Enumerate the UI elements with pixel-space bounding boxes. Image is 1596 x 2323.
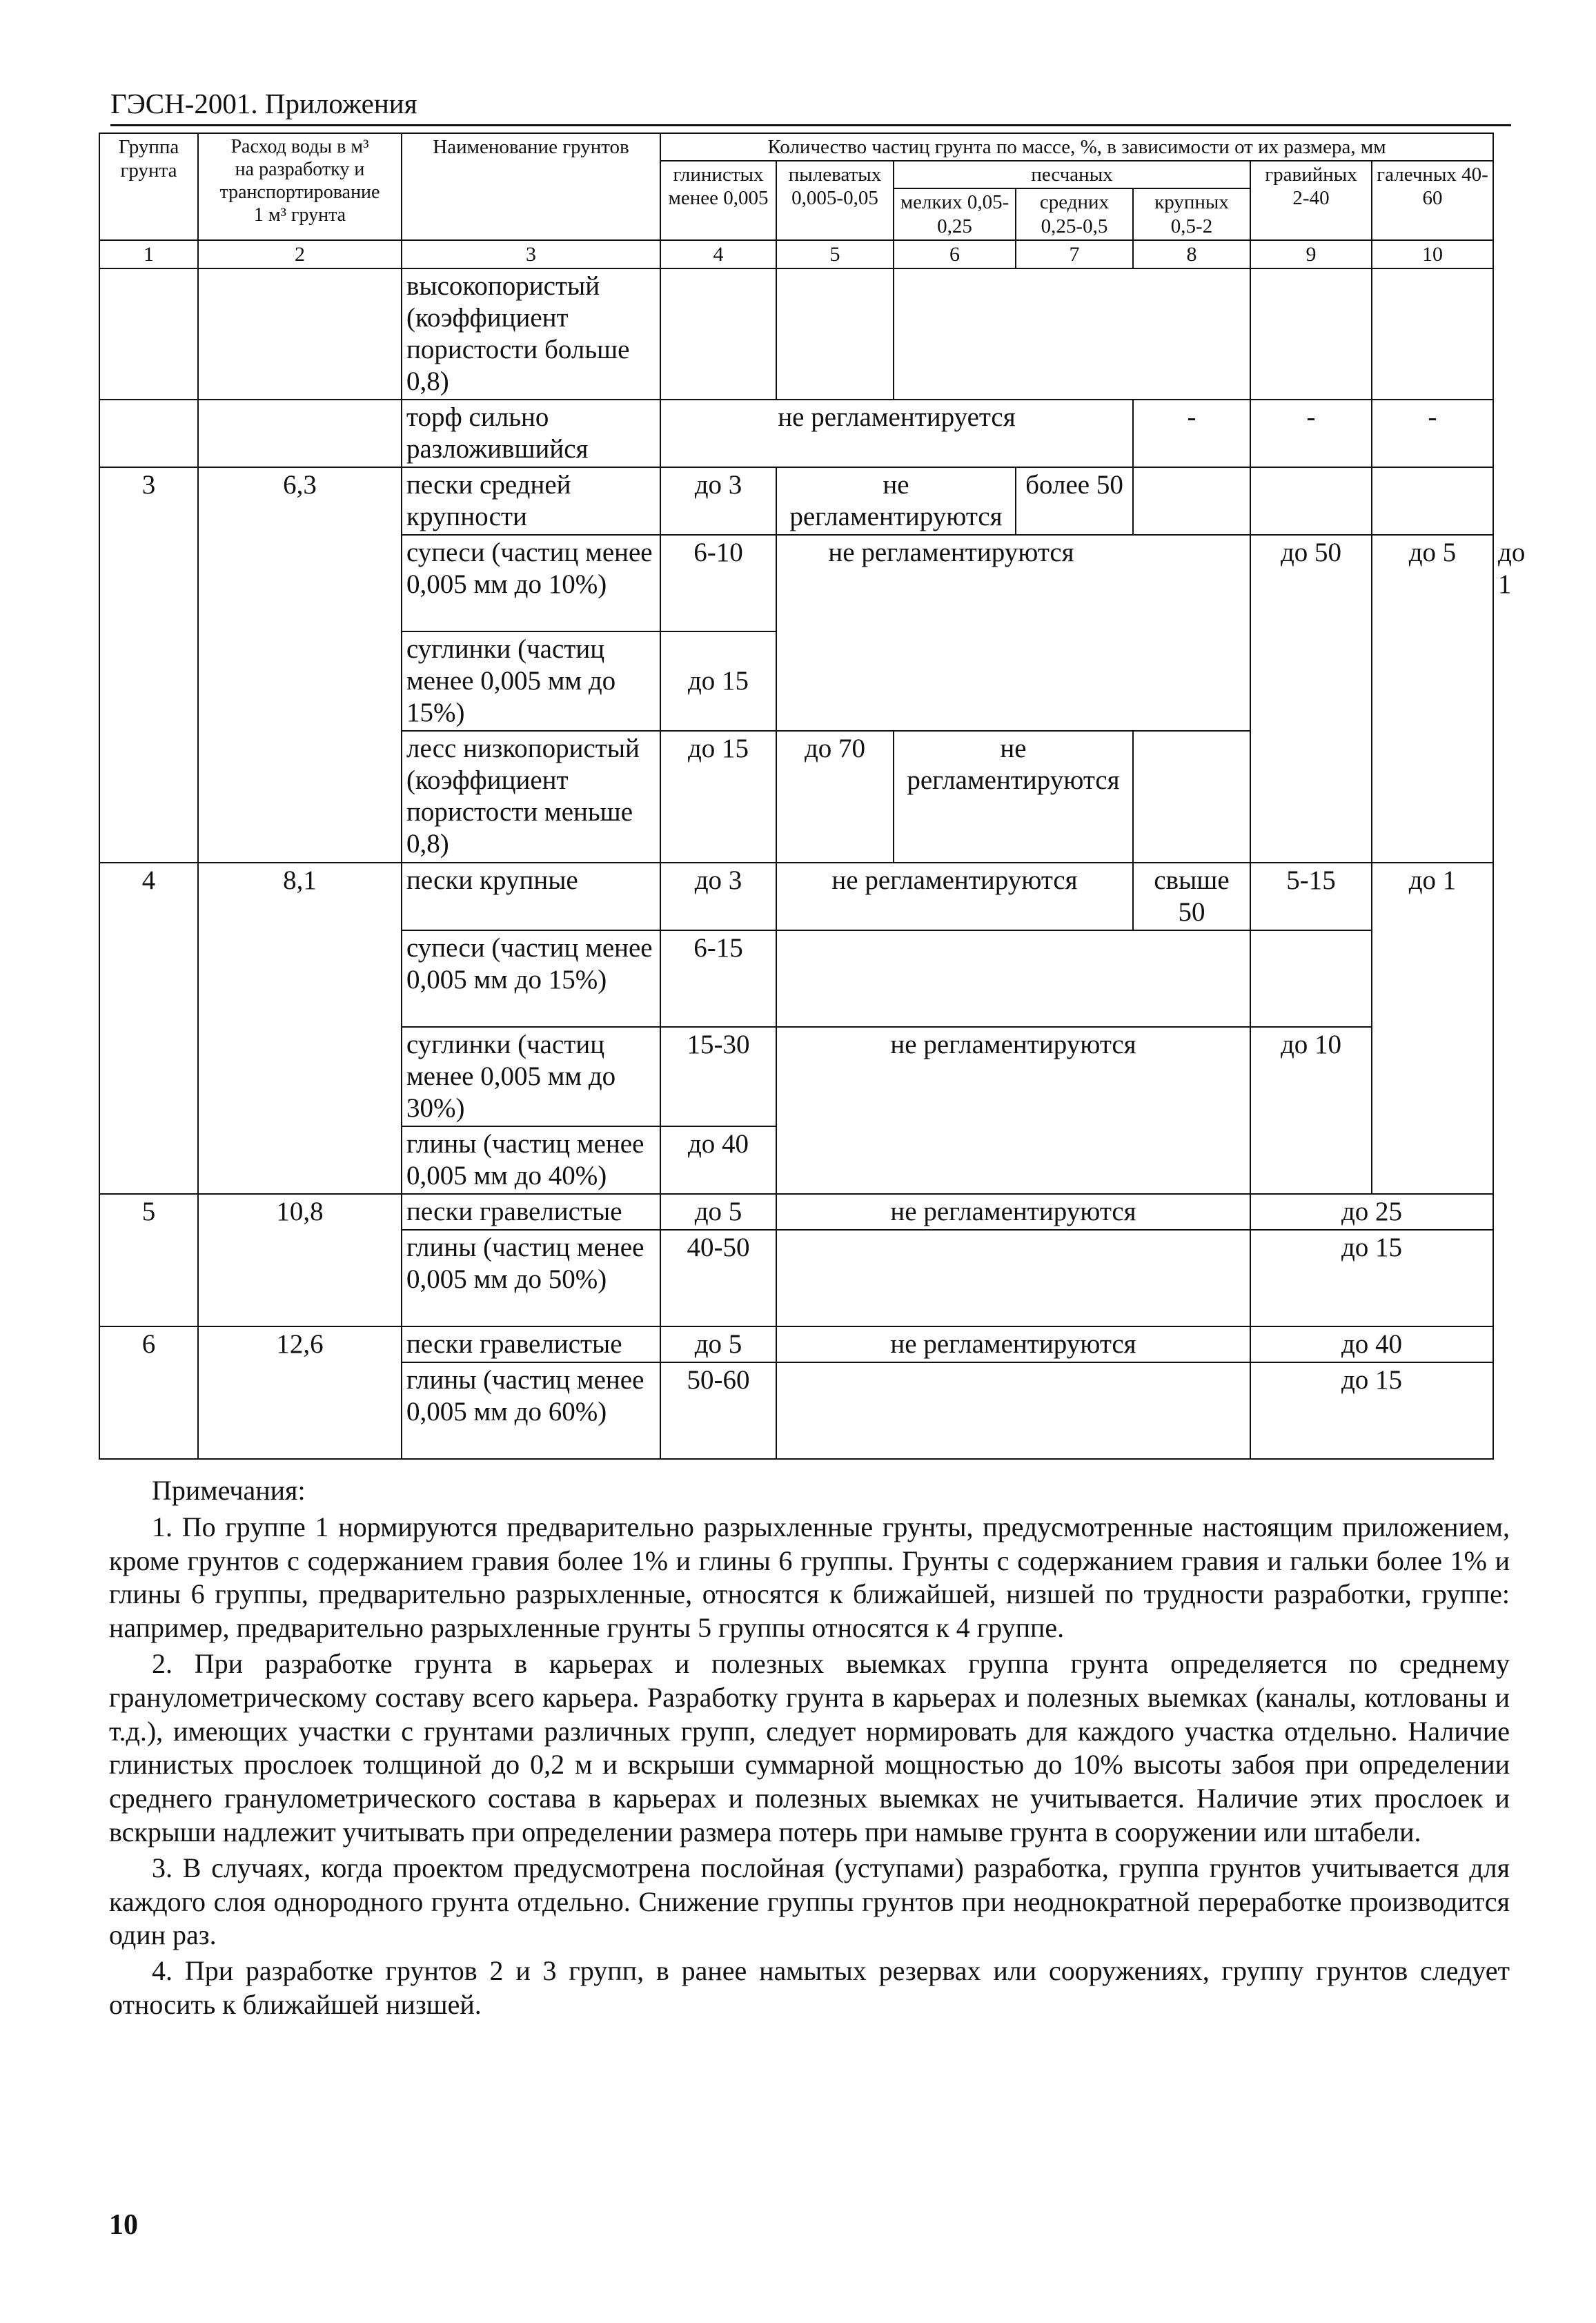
silt-cell (776, 268, 894, 400)
page-header-title: ГЭСН-2001. Приложения (110, 88, 417, 119)
notes-title: Примечания: (152, 1475, 306, 1506)
col-pebble-header: галечных 40-60 (1372, 161, 1493, 240)
clay-cell: до 3 (660, 863, 776, 930)
water-cell (198, 400, 402, 467)
gravel-pebble-cell: до 25 (1250, 1194, 1493, 1230)
soil-name-cell: высокопористый (коэффициент пористости больше 0,8) (402, 268, 660, 400)
sand-coarse-cell: - (1133, 400, 1250, 467)
sand-coarse-cell (1133, 467, 1250, 535)
col-sand-header: песчаных (894, 161, 1250, 188)
group-cell (99, 400, 198, 467)
col-group-header: Группа грунта (99, 133, 198, 240)
pebble-cell (1372, 467, 1493, 535)
note-paragraph: 1. По группе 1 нормируются предварительно разрыхленные грунты, предусмотренные настоящим приложением, кроме грунтов с содержанием гравия более 1% и глины 6 группы. Грунты с содержанием гравия и гальки более 1% и глины 6 группы, предварительно разрыхленные, относятся к ближайшей, низшей по трудности разработки, группе: например, предварительно разрыхленные грунты 5 группы относятся к 4 группе. (109, 1511, 1510, 1644)
gravel-cell (1250, 467, 1372, 535)
header-row-1 (99, 133, 1493, 161)
soil-groups-table (99, 133, 1526, 1460)
col-particles-header: Количество частиц грунта по массе, %, в зависимости от их размера, мм (660, 133, 1493, 161)
column-number: 4 (660, 240, 776, 268)
gravel-cell: до 5 (1372, 535, 1493, 862)
not-regulated-cell: не регламентируются (776, 1326, 1250, 1362)
clay-cell (660, 268, 776, 400)
group-cell: 6 (99, 1326, 198, 1459)
column-number: 7 (1016, 240, 1133, 268)
col-sand-coarse-header: крупных 0,5-2 (1133, 188, 1250, 239)
clay-cell: до 15 (660, 731, 776, 862)
not-regulated-cell: не регламентируются (776, 467, 1016, 535)
col-sand-fine-header: мелких 0,05-0,25 (894, 188, 1016, 239)
soil-name-cell: пески гравелистые (402, 1194, 660, 1230)
gravel-cell: 5-15 (1250, 863, 1372, 930)
water-cell (198, 268, 402, 400)
col-water-header-line: 1 м³ грунта (253, 204, 346, 226)
group-cell: 4 (99, 863, 198, 1194)
gravel-cell: до 10 (1250, 1027, 1372, 1194)
column-number-row (99, 240, 1493, 268)
col-water-header (198, 133, 402, 240)
not-regulated-cell: не регламентируются (776, 863, 1133, 930)
column-number: 1 (99, 240, 198, 268)
clay-cell: 40-50 (660, 1230, 776, 1326)
soil-name-cell: суглинки (частиц менее 0,005 мм до 30%) (402, 1027, 660, 1126)
table-row (99, 1326, 1493, 1362)
group-cell: 3 (99, 467, 198, 862)
sand-coarse-cell: до 50 (1250, 535, 1372, 862)
clay-cell: до 5 (660, 1194, 776, 1230)
table-row (99, 467, 1493, 535)
table-row (99, 863, 1493, 930)
soil-name-cell: супеси (частиц менее 0,005 мм до 15%) (402, 930, 660, 1027)
column-number: 10 (1372, 240, 1493, 268)
not-regulated-cell: не регламентируются (894, 731, 1133, 862)
water-cell: 10,8 (198, 1194, 402, 1326)
gravel-pebble-cell: до 40 (1250, 1326, 1493, 1362)
gravel-cell (1250, 930, 1372, 1027)
note-paragraph: 3. В случаях, когда проектом предусмотрена послойная (уступами) разработка, группа грунтов учитывается для каждого слоя однородного грунта отдельно. Снижение группы грунтов при неоднократной переработке производится один раз. (109, 1852, 1510, 1951)
col-water-header-line: на разработку и (235, 159, 365, 181)
silt-cell: до 70 (776, 731, 894, 862)
sand-cell (894, 268, 1250, 400)
col-water-header-line: транспортирование (219, 182, 380, 204)
soil-name-cell: лесс низкопористый (коэффициент пористости меньше 0,8) (402, 731, 660, 862)
table-row (99, 400, 1493, 467)
not-regulated-cell (776, 535, 1250, 731)
group-cell: 5 (99, 1194, 198, 1326)
soil-name-cell: торф сильно разложившийся (402, 400, 660, 467)
sand-coarse-cell: свыше 50 (1133, 863, 1250, 930)
pebble-cell: до 1 (1372, 863, 1493, 1194)
sand-cell (776, 930, 1250, 1027)
col-silt-header: пылеватых 0,005-0,05 (776, 161, 894, 240)
clay-cell: 15-30 (660, 1027, 776, 1126)
column-number: 2 (198, 240, 402, 268)
col-water-header-line: Расход воды в м³ (230, 136, 369, 157)
soil-name-cell: пески крупные (402, 863, 660, 930)
soil-name-cell: пески гравелистые (402, 1326, 660, 1362)
note-paragraph: 2. При разработке грунта в карьерах и полезных выемках группа грунта определяется по среднему гранулометрическому составу всего карьера. Разработку грунта в карьерах и полезных выемках (каналы, котлованы и т.д.), имеющих участки с грунтами различных групп, следует нормировать для каждого участка отдельно. Наличие глинистых прослоек толщиной до 0,2 м и вскрыши суммарной мощностью до 10% высоты забоя при определении среднего гранулометрического состава в карьерах и полезных выемках не учитывается. Наличие этих прослоек и вскрыши надлежит учитывать при определении размера потерь при намыве грунта в сооружении или штабели. (109, 1647, 1510, 1847)
column-number: 5 (776, 240, 894, 268)
column-number: 3 (402, 240, 660, 268)
water-cell: 8,1 (198, 863, 402, 1194)
clay-cell: до 3 (660, 467, 776, 535)
water-cell: 12,6 (198, 1326, 402, 1459)
clay-cell: до 40 (660, 1126, 776, 1194)
column-number: 9 (1250, 240, 1372, 268)
gravel-cell (1250, 268, 1372, 400)
not-regulated-cell: не регламентируются (776, 1027, 1250, 1194)
gravel-pebble-cell: до 15 (1250, 1362, 1493, 1459)
notes-section (109, 1474, 1510, 2024)
soil-groups-table-wrap (99, 133, 1526, 1460)
sand-cell (776, 1362, 1250, 1459)
group-cell (99, 268, 198, 400)
sand-cell (776, 1230, 1250, 1326)
not-regulated-cell: не регламентируется (660, 400, 1133, 467)
gravel-pebble-cell: до 15 (1250, 1230, 1493, 1326)
water-cell: 6,3 (198, 467, 402, 862)
sand-coarse-cell (1133, 731, 1250, 862)
page-header (110, 81, 1511, 126)
column-number: 8 (1133, 240, 1250, 268)
clay-cell: до 15 (660, 631, 776, 731)
clay-cell: 6-15 (660, 930, 776, 1027)
not-regulated-cell: не регламентируются (776, 1194, 1250, 1230)
table-row (99, 268, 1493, 400)
soil-name-cell: супеси (частиц менее 0,005 мм до 10%) (402, 535, 660, 631)
page-number: 10 (109, 2209, 138, 2241)
note-paragraph: 4. При разработке грунтов 2 и 3 групп, в ранее намытых резервах или сооружениях, группу грунтов следует относить к ближайшей низшей. (109, 1955, 1510, 2020)
clay-cell: 6-10 (660, 535, 776, 631)
col-gravel-header: гравийных 2-40 (1250, 161, 1372, 240)
pebble-cell: - (1372, 400, 1493, 467)
column-number: 6 (894, 240, 1016, 268)
sand-medium-cell: более 50 (1016, 467, 1133, 535)
col-sand-medium-header: средних 0,25-0,5 (1016, 188, 1133, 239)
soil-name-cell: глины (частиц менее 0,005 мм до 50%) (402, 1230, 660, 1326)
soil-name-cell: пески средней крупности (402, 467, 660, 535)
clay-cell: 50-60 (660, 1362, 776, 1459)
pebble-cell (1372, 268, 1493, 400)
col-name-header: Наименование грунтов (402, 133, 660, 240)
table-row: супеси (частиц менее 0,005 мм до 10%) 6-10 не регламентируются до 50 до 5 до 1 (99, 535, 1493, 631)
table-row (99, 1194, 1493, 1230)
clay-cell: до 5 (660, 1326, 776, 1362)
soil-name-cell: глины (частиц менее 0,005 мм до 40%) (402, 1126, 660, 1194)
soil-name-cell: суглинки (частиц менее 0,005 мм до 15%) (402, 631, 660, 731)
col-clay-header: глинистых менее 0,005 (660, 161, 776, 240)
gravel-cell: - (1250, 400, 1372, 467)
not-regulated-text: не регламентируются (828, 538, 1074, 568)
soil-name-cell: глины (частиц менее 0,005 мм до 60%) (402, 1362, 660, 1459)
